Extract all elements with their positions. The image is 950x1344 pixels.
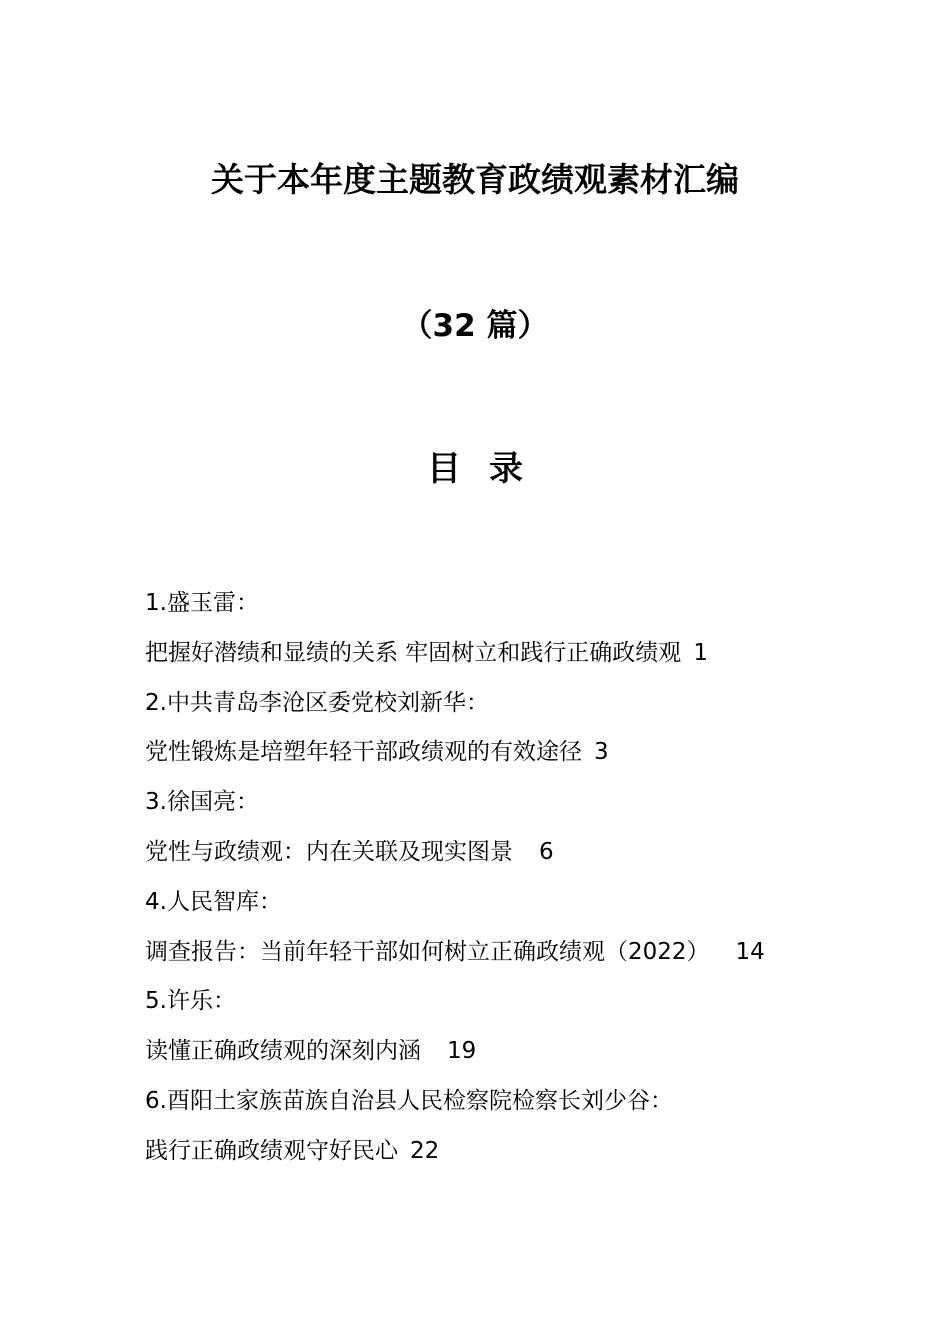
toc-entry-author: 2.中共青岛李沧区委党校刘新华： <box>145 689 489 716</box>
toc-entry-article-title: 党性锻炼是培塑年轻干部政绩观的有效途径 <box>145 739 582 766</box>
table-of-contents <box>145 585 905 1183</box>
toc-entry-article-link[interactable] <box>145 934 905 984</box>
toc-entry-author: 1.盛玉雷： <box>145 590 259 616</box>
toc-entry <box>145 685 905 785</box>
toc-entry <box>145 1083 905 1183</box>
toc-entry-article-title: 读懂正确政绩观的深刻内涵 <box>145 1038 421 1065</box>
toc-entry-article-title: 把握好潜绩和显绩的关系 牢固树立和践行正确政绩观 <box>145 639 682 666</box>
toc-entry-page-number: 22 <box>410 1137 440 1164</box>
toc-entry-article-link[interactable] <box>145 635 905 685</box>
toc-entry <box>145 983 905 1083</box>
toc-entry-author: 3.徐国亮： <box>145 789 259 816</box>
toc-entry-article-title: 调查报告：当前年轻干部如何树立正确政绩观（2022） <box>145 938 710 965</box>
toc-entry <box>145 585 905 685</box>
toc-entry-page-number: 6 <box>539 838 554 865</box>
toc-entry-page-number: 19 <box>447 1038 477 1065</box>
toc-entry-article-title: 党性与政绩观：内在关联及现实图景 <box>145 838 513 865</box>
toc-entry <box>145 884 905 984</box>
toc-entry-author: 4.人民智库： <box>145 888 282 915</box>
toc-entry-article-link[interactable] <box>145 734 905 784</box>
toc-entry-article-link[interactable] <box>145 834 905 884</box>
document-subtitle: （32 篇） <box>401 308 549 344</box>
toc-entry-page-number: 14 <box>735 938 765 965</box>
toc-heading: 目录 <box>427 449 551 489</box>
toc-entry-page-number: 1 <box>693 639 708 666</box>
toc-entry-article-link[interactable] <box>145 1033 905 1083</box>
toc-entry-author: 5.许乐： <box>145 988 236 1015</box>
toc-entry-author: 6.酉阳土家族苗族自治县人民检察院检察长刘少谷： <box>145 1087 673 1114</box>
toc-entry-article-title: 践行正确政绩观守好民心 <box>145 1137 398 1164</box>
toc-entry-article-link[interactable] <box>145 1133 905 1183</box>
toc-entry-page-number: 3 <box>594 739 609 766</box>
document-title: 关于本年度主题教育政绩观素材汇编 <box>211 160 739 199</box>
toc-entry <box>145 784 905 884</box>
